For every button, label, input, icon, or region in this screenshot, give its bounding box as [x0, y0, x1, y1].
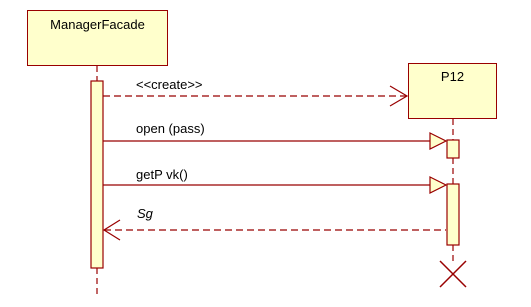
p12-activation-getpvk: [447, 184, 459, 245]
manager-facade-activation: [91, 81, 103, 268]
manager-facade-lifeline-head: [27, 10, 168, 66]
create-message-label: <<create>>: [136, 77, 203, 92]
open-message-label: open (pass): [136, 121, 205, 136]
p12-lifeline-head: [408, 63, 497, 119]
sg-return-arrow: [104, 220, 446, 240]
sg-return-label: Sg: [137, 206, 153, 221]
p12-label: P12: [440, 69, 465, 84]
p12-destroy-icon: [440, 261, 466, 287]
getpvk-message-label: getP vk(): [136, 167, 188, 182]
manager-facade-label: ManagerFacade: [50, 17, 145, 32]
p12-activation-open: [447, 140, 459, 158]
